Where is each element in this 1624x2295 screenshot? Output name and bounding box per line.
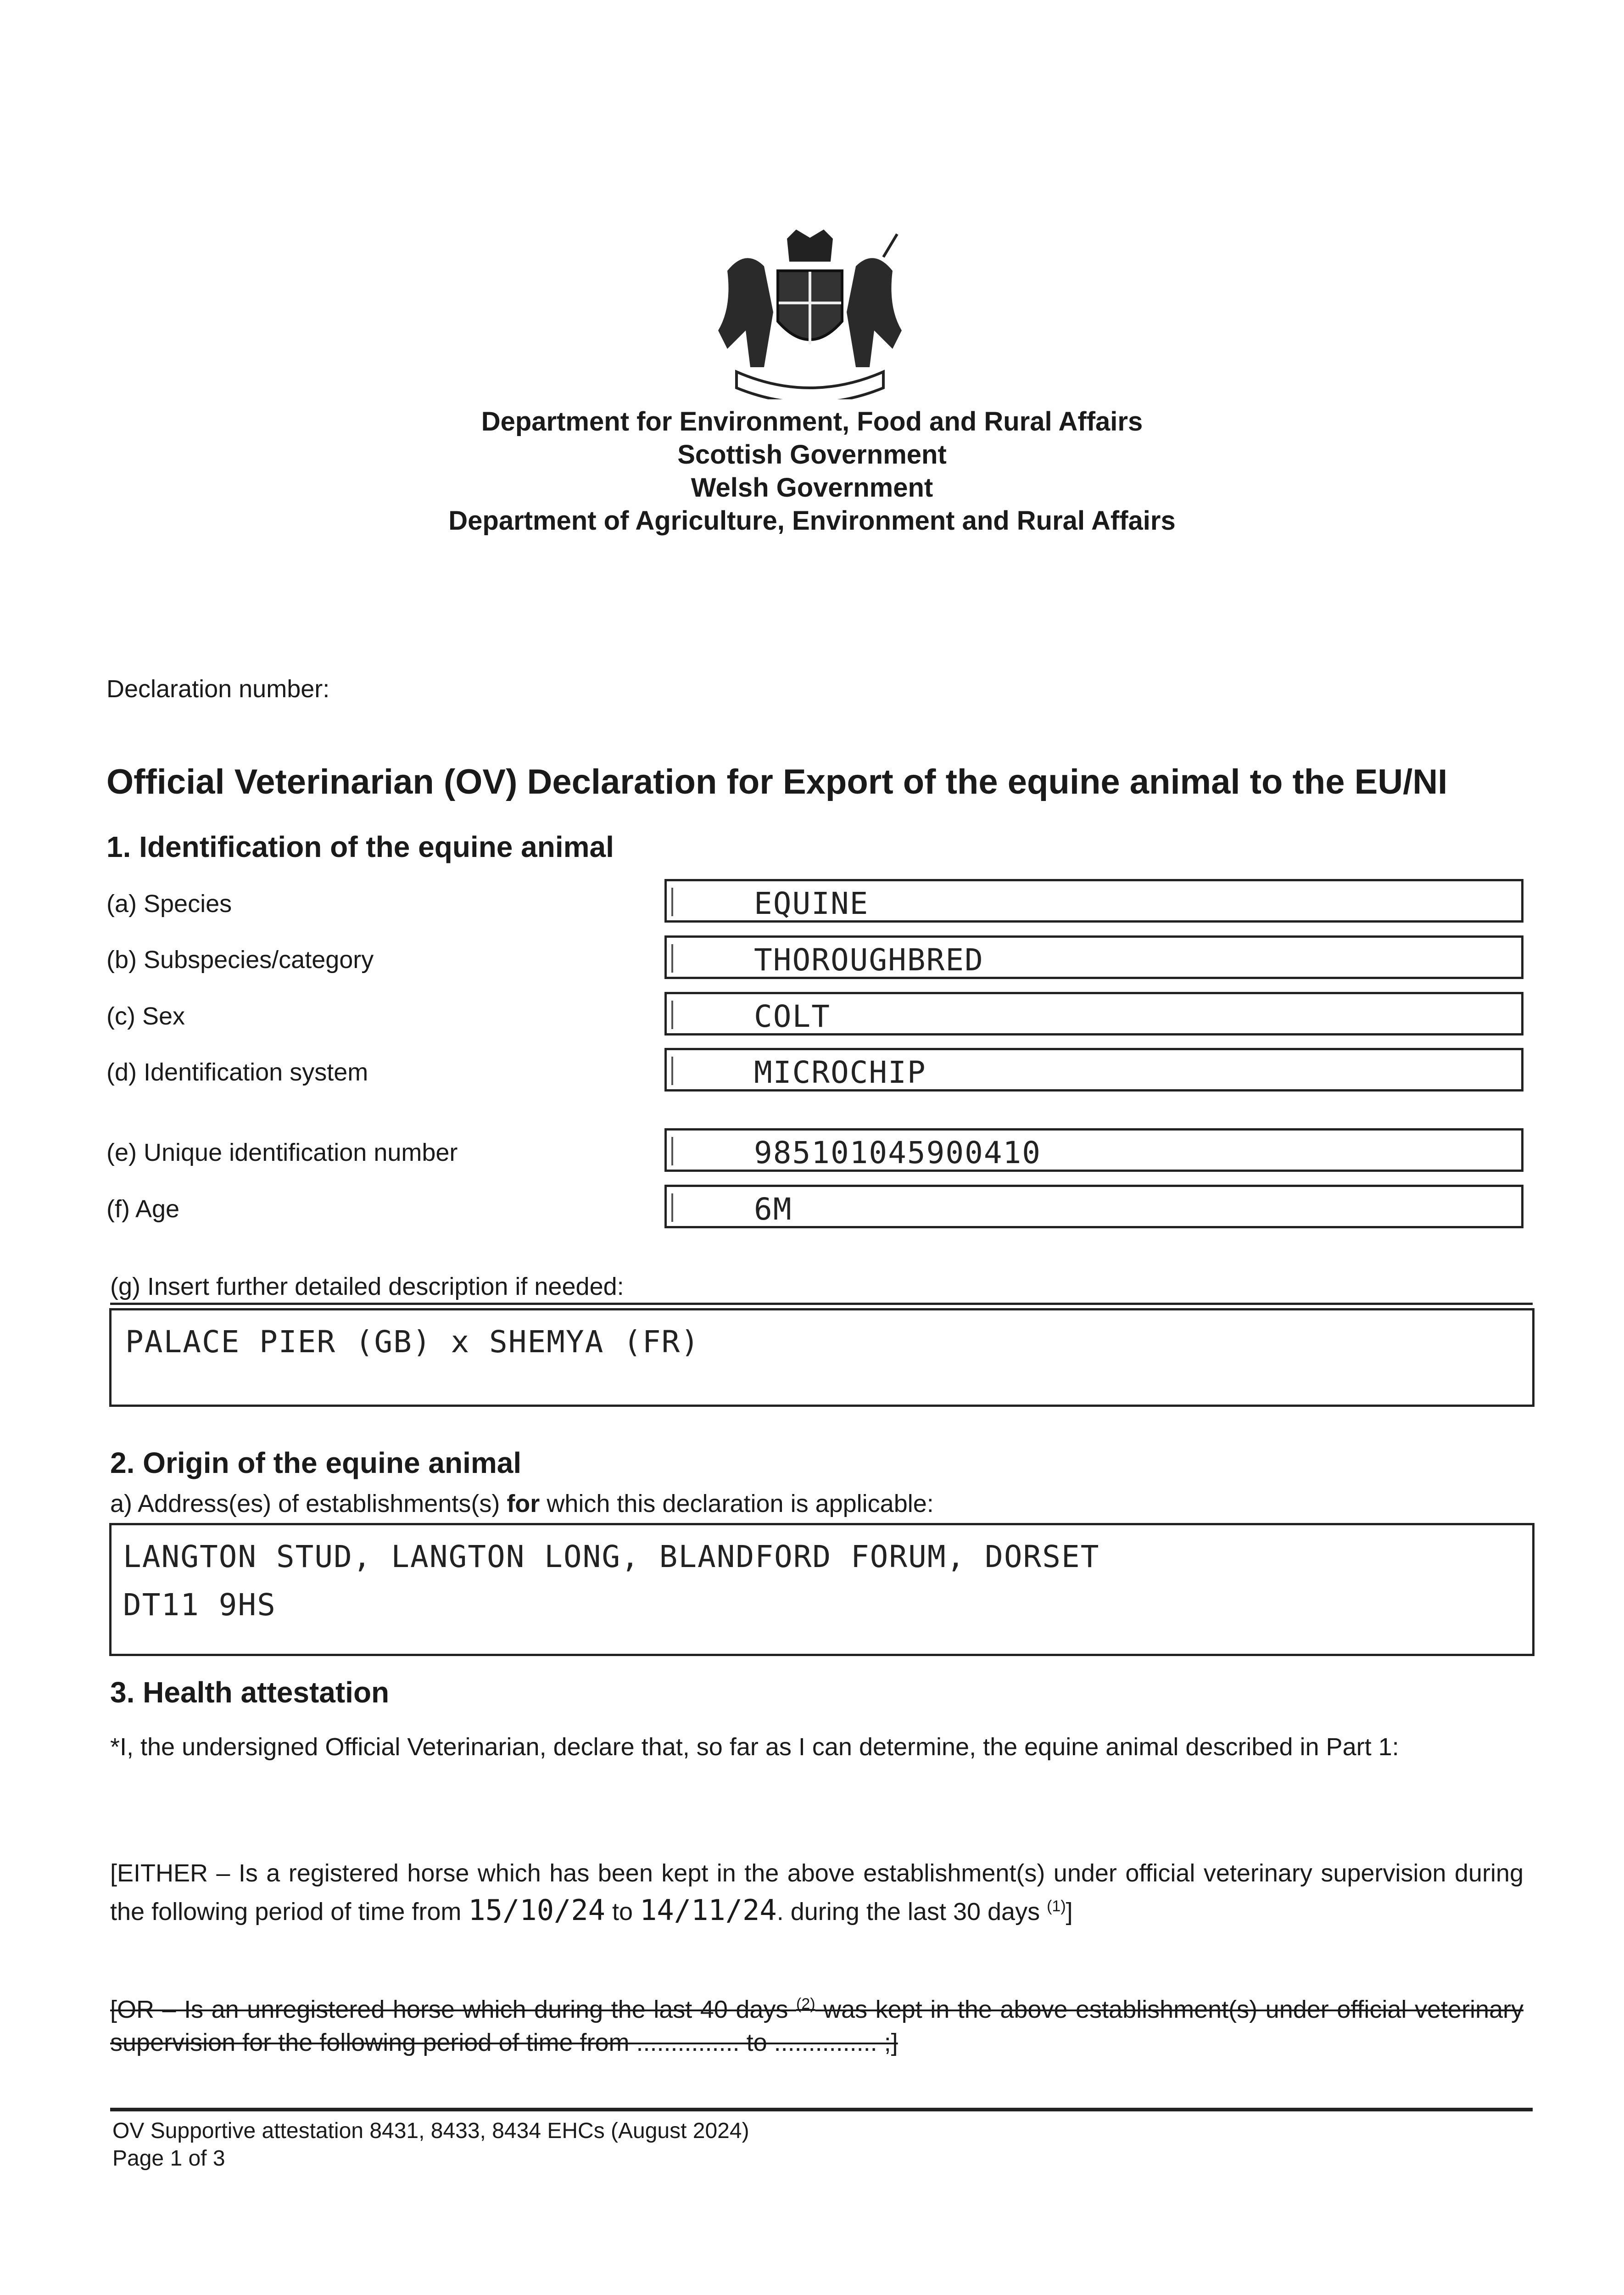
or-clause-struck: [OR – Is an unregistered horse which during the last 40 days $^{(2)}$ was kept in the above establishment(s) under official veterinary supervision for the following period of time from ............... to ............... ;] — [110, 1995, 1524, 2056]
field-label-species: (a) Species — [106, 890, 232, 918]
address-line-2: DT11 9HS — [123, 1587, 276, 1623]
field-marker — [671, 1057, 673, 1085]
field-label-subspecies: (b) Subspecies/category — [106, 946, 374, 974]
section-3-heading: 3. Health attestation — [110, 1676, 390, 1709]
footer-divider — [110, 2108, 1533, 2111]
department-name: Department of Agriculture, Environment and Rural Affairs — [448, 506, 1176, 536]
sex-value: COLT — [754, 999, 831, 1034]
age-field[interactable] — [664, 1185, 1524, 1228]
section-2-heading: 2. Origin of the equine animal — [110, 1446, 522, 1479]
field-label-unique-id: (e) Unique identification number — [106, 1139, 458, 1166]
description-label: (g) Insert further detailed description if needed: — [110, 1273, 624, 1300]
section-1-heading: 1. Identification of the equine animal — [106, 830, 614, 863]
identification-system-value: MICROCHIP — [754, 1055, 926, 1090]
address-box[interactable] — [109, 1523, 1535, 1656]
document-title: Official Veterinarian (OV) Declaration for Export of the equine animal to the EU/NI — [106, 762, 1448, 801]
unique-id-field[interactable] — [664, 1128, 1524, 1172]
description-box[interactable] — [109, 1308, 1535, 1407]
department-name: Department for Environment, Food and Rural Affairs — [481, 407, 1143, 437]
royal-coat-of-arms-icon — [709, 230, 911, 399]
field-marker — [671, 1137, 673, 1165]
field-label-sex: (c) Sex — [106, 1002, 185, 1030]
page-number: Page 1 of 3 — [112, 2146, 225, 2171]
department-name: Scottish Government — [677, 440, 947, 470]
footer-reference: OV Supportive attestation 8431, 8433, 8434 EHCs (August 2024) — [112, 2119, 749, 2143]
field-marker — [671, 1193, 673, 1222]
field-label-identification-system: (d) Identification system — [106, 1058, 368, 1086]
department-name: Welsh Government — [691, 473, 933, 503]
unique-id-value: 985101045900410 — [754, 1135, 1042, 1170]
field-marker — [671, 944, 673, 973]
declaration-number-label: Declaration number: — [106, 675, 330, 703]
divider — [110, 1303, 1533, 1305]
date-to-value: 14/11/24 — [640, 1893, 777, 1927]
date-from-value: 15/10/24 — [468, 1893, 606, 1927]
field-marker — [671, 1001, 673, 1029]
sex-field[interactable] — [664, 992, 1524, 1036]
identification-system-field[interactable] — [664, 1048, 1524, 1092]
description-value: PALACE PIER (GB) x SHEMYA (FR) — [125, 1324, 700, 1360]
address-label: a) Address(es) of establishments(s) for which this declaration is applicable: — [110, 1490, 934, 1517]
species-field[interactable] — [664, 879, 1524, 923]
species-value: EQUINE — [754, 886, 869, 921]
address-line-1: LANGTON STUD, LANGTON LONG, BLANDFORD FORUM, DORSET — [123, 1539, 1100, 1574]
age-value: 6M — [754, 1192, 792, 1227]
subspecies-value: THOROUGHBRED — [754, 942, 984, 978]
either-clause: [EITHER – Is a registered horse which has been kept in the above establishment(s) under official veterinary supervision during the following period of time from 15/10/24 to 14/11/24. during the last 30 days $^{(1)}$] — [110, 1859, 1524, 1927]
field-marker — [671, 888, 673, 916]
field-label-age: (f) Age — [106, 1195, 180, 1223]
subspecies-field[interactable] — [664, 935, 1524, 979]
attestation-intro: *I, the undersigned Official Veterinarian, declare that, so far as I can determine, the equine animal described in Part 1: — [110, 1733, 1399, 1761]
